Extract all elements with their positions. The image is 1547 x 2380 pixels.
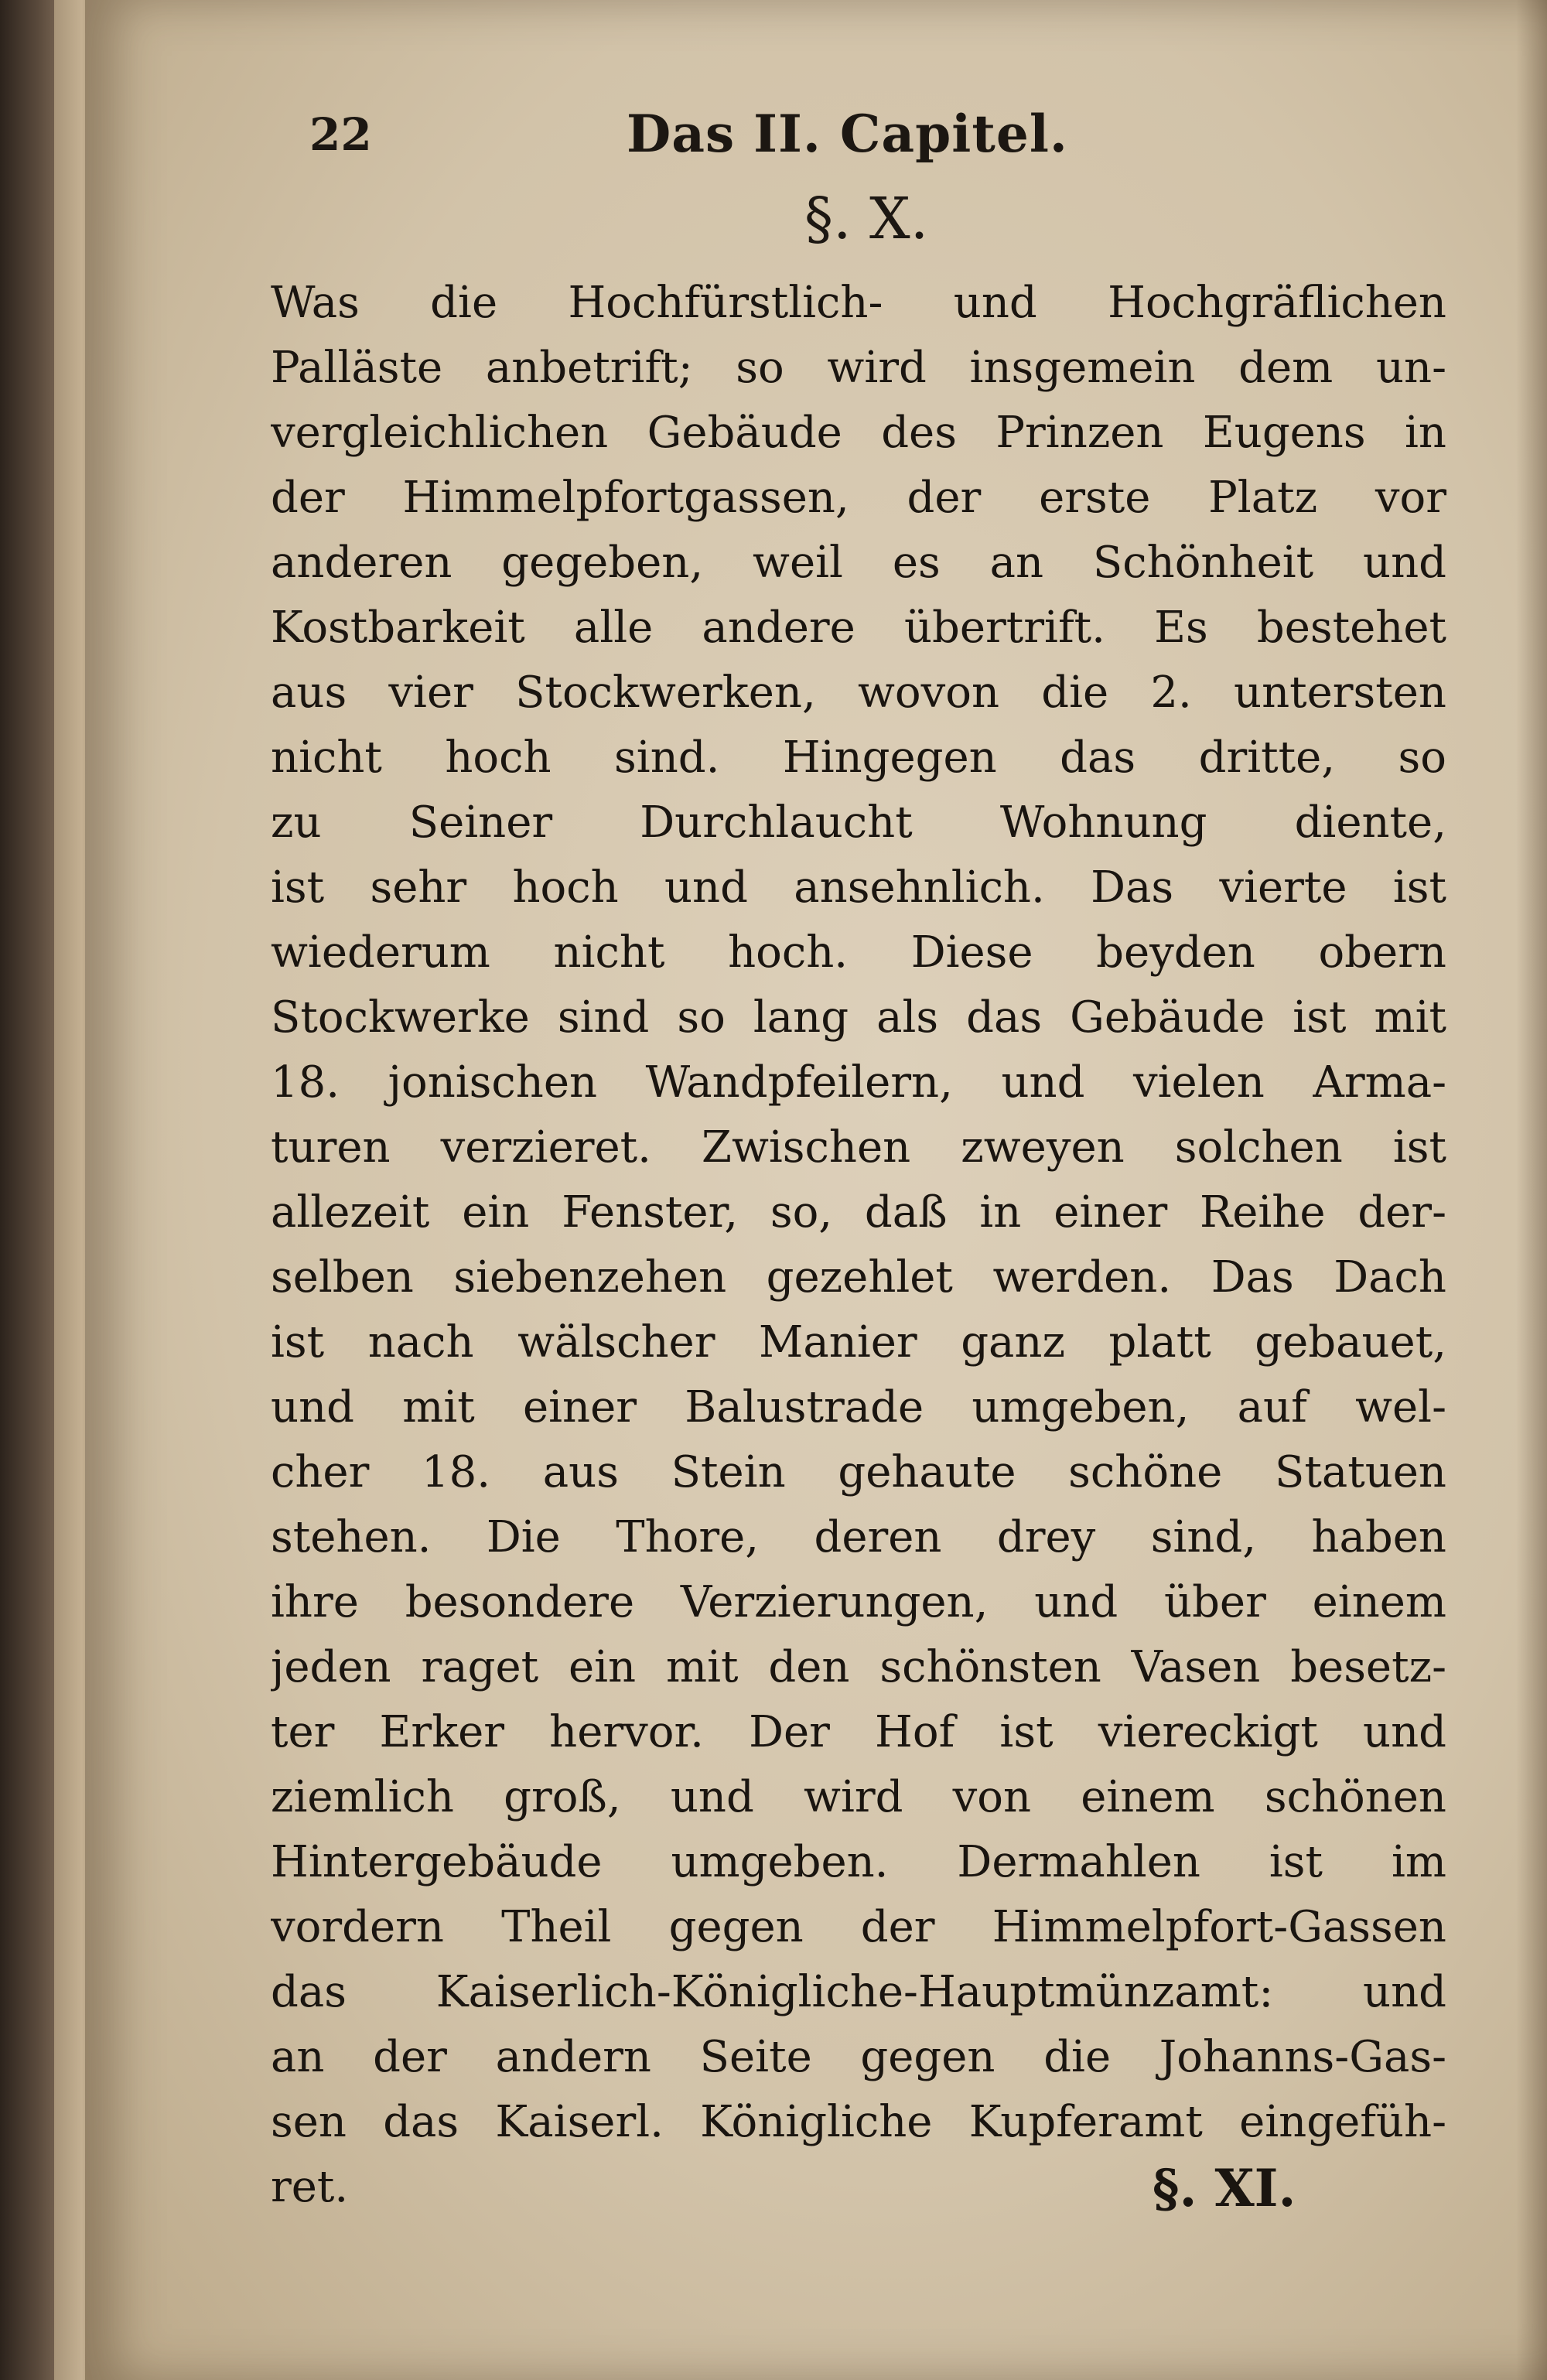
text-line: wiederum nicht hoch. Diese beyden obern [271, 927, 1446, 978]
text-line: Kostbarkeit alle andere übertrift. Es bestehet [271, 603, 1446, 653]
text-line: ziemlich groß, und wird von einem schönen [271, 1772, 1446, 1822]
section-heading: §. X. [804, 186, 929, 252]
text-line: Stockwerke sind so lang als das Gebäude ist mit [271, 992, 1446, 1043]
text-line: ret. [271, 2162, 349, 2212]
body-text [271, 271, 1446, 2220]
text-line: ter Erker hervor. Der Hof ist viereckigt und [271, 1707, 1446, 1757]
text-line: allezeit ein Fenster, so, daß in einer Reihe der- [271, 1187, 1446, 1238]
text-line: an der andern Seite gegen die Johanns-Gas- [271, 2032, 1446, 2082]
text-line: ihre besondere Verzierungen, und über einem [271, 1577, 1446, 1627]
page-header [209, 93, 1416, 178]
text-line: zu Seiner Durchlaucht Wohnung diente, [271, 797, 1446, 848]
text-line: ist nach wälscher Manier ganz platt gebauet, [271, 1317, 1446, 1368]
text-line: vordern Theil gegen der Himmelpfort-Gassen [271, 1902, 1446, 1952]
running-title: Das II. Capitel. [627, 104, 1068, 164]
page-number: 22 [309, 108, 372, 161]
text-line: das Kaiserlich-Königliche-Hauptmünzamt: und [271, 1967, 1446, 2017]
text-line: selben siebenzehen gezehlet werden. Das Dach [271, 1252, 1446, 1303]
text-line: nicht hoch sind. Hingegen das dritte, so [271, 732, 1446, 783]
catchword: §. XI. [1153, 2158, 1296, 2218]
text-line: anderen gegeben, weil es an Schönheit und [271, 538, 1446, 588]
text-line: sen das Kaiserl. Königliche Kupferamt eingefüh- [271, 2097, 1446, 2147]
text-line: stehen. Die Thore, deren drey sind, haben [271, 1512, 1446, 1562]
text-line: jeden raget ein mit den schönsten Vasen besetz- [271, 1642, 1446, 1692]
text-line: aus vier Stockwerken, wovon die 2. untersten [271, 668, 1446, 718]
text-line: 18. jonischen Wandpfeilern, und vielen Arma- [271, 1057, 1446, 1108]
text-line: Hintergebäude umgeben. Dermahlen ist im [271, 1837, 1446, 1887]
text-line: vergleichlichen Gebäude des Prinzen Eugens in [271, 408, 1446, 458]
text-line: turen verzieret. Zwischen zweyen solchen ist [271, 1122, 1446, 1173]
text-line: und mit einer Balustrade umgeben, auf wel- [271, 1382, 1446, 1432]
text-line: Was die Hochfürstlich- und Hochgräflichen [271, 278, 1446, 328]
text-line: Palläste anbetrift; so wird insgemein dem un- [271, 343, 1446, 393]
text-line: cher 18. aus Stein gehaute schöne Statuen [271, 1447, 1446, 1497]
text-line: der Himmelpfortgassen, der erste Platz vor [271, 473, 1446, 523]
text-line: ist sehr hoch und ansehnlich. Das vierte ist [271, 862, 1446, 913]
